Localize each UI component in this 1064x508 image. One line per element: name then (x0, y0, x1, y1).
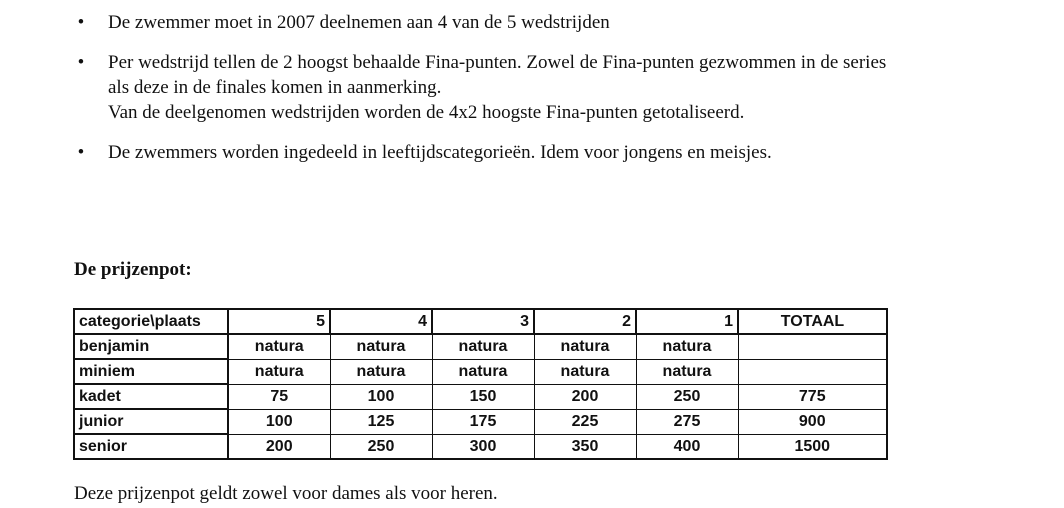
rule-text: Van de deelgenomen wedstrijden worden de 4x2 hoogste Fina-punten getotaliseerd. (108, 102, 745, 123)
table-cell: 175 (432, 409, 534, 434)
rule-text: Per wedstrijd tellen de 2 hoogst behaalde Fina-punten. Zowel de Fina-punten gezwommen in de series (108, 52, 887, 73)
table-cell: natura (432, 359, 534, 384)
table-cell: 350 (534, 434, 636, 459)
table-cell: 225 (534, 409, 636, 434)
table-cell: senior (74, 434, 228, 459)
table-row (74, 384, 887, 409)
bullet-icon: • (77, 12, 85, 33)
table-cell: 775 (738, 384, 887, 409)
prize-note: Deze prijzenpot geldt zowel voor dames als voor heren. (74, 483, 498, 504)
table-cell: 900 (738, 409, 887, 434)
table-header-cell: 1 (636, 309, 738, 334)
table-row (74, 334, 887, 359)
bullet-icon: • (77, 52, 85, 73)
table-header-cell: 2 (534, 309, 636, 334)
table-cell: 275 (636, 409, 738, 434)
table-cell: natura (228, 359, 330, 384)
table-cell: 400 (636, 434, 738, 459)
table-cell: 125 (330, 409, 432, 434)
table-cell: natura (330, 359, 432, 384)
table-cell (738, 334, 887, 359)
table-cell: 300 (432, 434, 534, 459)
rule-text: als deze in de finales komen in aanmerking. (108, 77, 442, 98)
prize-table (73, 308, 888, 460)
rule-text: De zwemmer moet in 2007 deelnemen aan 4 van de 5 wedstrijden (108, 12, 610, 33)
table-row (74, 359, 887, 384)
table-row (74, 434, 887, 459)
table-header-cell: 3 (432, 309, 534, 334)
rules-list (74, 10, 1034, 180)
rule-item (74, 50, 1034, 125)
table-cell: 75 (228, 384, 330, 409)
table-cell: natura (534, 359, 636, 384)
table-cell: 100 (228, 409, 330, 434)
table-row (74, 409, 887, 434)
table-cell: miniem (74, 359, 228, 384)
rule-item (74, 140, 1034, 165)
table-cell: 200 (228, 434, 330, 459)
table-cell: 200 (534, 384, 636, 409)
table-cell: junior (74, 409, 228, 434)
table-cell: natura (534, 334, 636, 359)
table-header-cell: 5 (228, 309, 330, 334)
table-header-row (74, 309, 887, 334)
table-cell: 100 (330, 384, 432, 409)
rule-item (74, 10, 1034, 35)
table-cell: natura (432, 334, 534, 359)
table-cell: kadet (74, 384, 228, 409)
table-cell (738, 359, 887, 384)
bullet-icon: • (77, 142, 85, 163)
table-cell: 250 (636, 384, 738, 409)
table-cell: 150 (432, 384, 534, 409)
table-header-cell: TOTAAL (738, 309, 887, 334)
table-cell: 250 (330, 434, 432, 459)
rule-text: De zwemmers worden ingedeeld in leeftijdscategorieën. Idem voor jongens en meisjes. (108, 142, 772, 163)
table-header-cell: categorie\plaats (74, 309, 228, 334)
table-header-cell: 4 (330, 309, 432, 334)
table-cell: benjamin (74, 334, 228, 359)
table-cell: natura (636, 334, 738, 359)
table-cell: natura (228, 334, 330, 359)
table-cell: natura (636, 359, 738, 384)
table-cell: natura (330, 334, 432, 359)
table-cell: 1500 (738, 434, 887, 459)
prize-pot-heading: De prijzenpot: (74, 259, 192, 280)
